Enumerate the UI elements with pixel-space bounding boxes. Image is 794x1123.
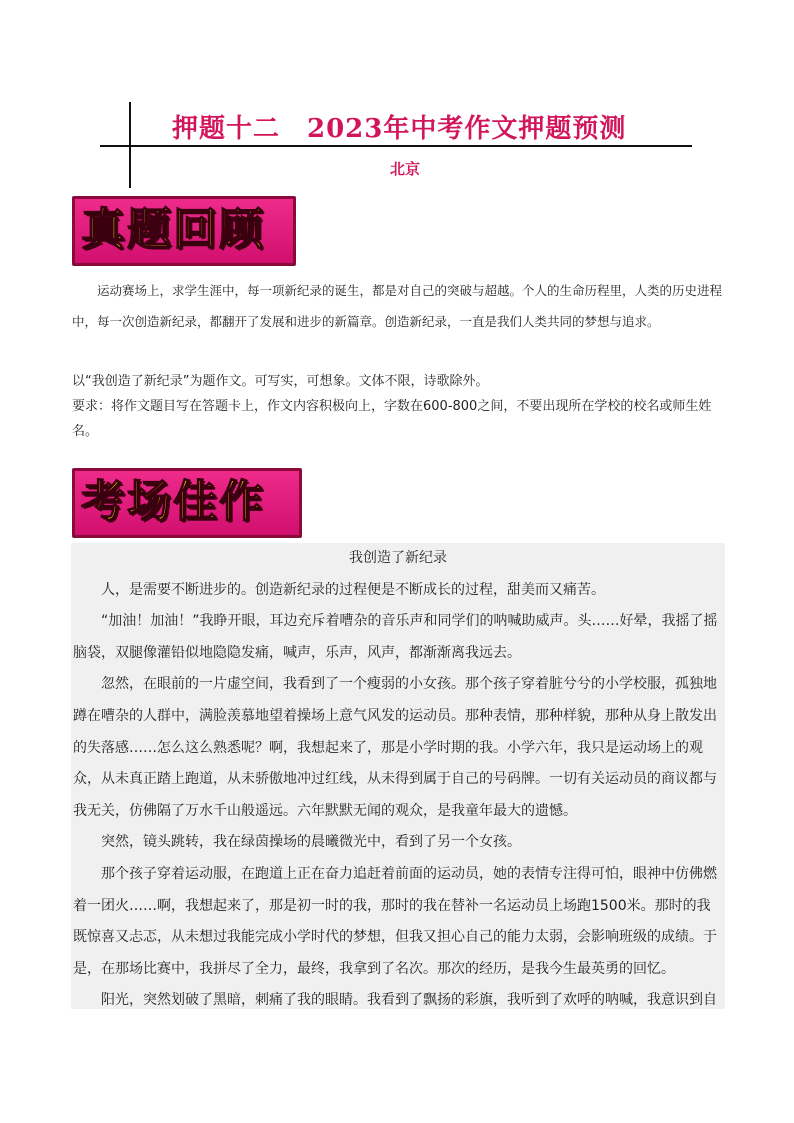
essay-paragraph: 人，是需要不断进步的。创造新纪录的过程便是不断成长的过程，甜美而又痛苦。 bbox=[101, 581, 605, 598]
essay-paragraph: 突然，镜头跳转，我在绿茵操场的晨曦微光中，看到了另一个女孩。 bbox=[101, 834, 521, 851]
header-horizontal-rule bbox=[100, 145, 692, 147]
prompt-instruction-text: 以“我创造了新纪录”为题作文。可写实，可想象。文体不限，诗歌除外。 bbox=[72, 374, 489, 389]
page-title: 押题十二 2023年中考作文押题预测 bbox=[172, 114, 627, 144]
section-banner-review bbox=[72, 196, 296, 266]
essay-paragraph: “加油！加油！”我睁开眼，耳边充斥着嘈杂的音乐声和同学们的呐喊助威声。头……好晕，我摇了摇脑袋，双腿像灌铅似地隐隐发痛，喊声，乐声，风声，都渐渐离我远去。 bbox=[73, 613, 718, 661]
essay-box bbox=[71, 543, 725, 1009]
region-label: 北京 bbox=[390, 160, 421, 178]
essay-paragraph: 那个孩子穿着运动服，在跑道上正在奋力追赶着前面的运动员，她的表情专注得可怕，眼神中仿佛燃着一团火……啊，我想起来了，那是初一时的我，那时的我在替补一名运动员上场跑1500米。那时的我既惊喜又忐忑，从未想过我能完成小学时代的梦想，但我又担心自己的能力太弱，会影响班级的成绩。于是，在那场比赛中，我拼尽了全力，最终，我拿到了名次。那次的经历，是我今生最英勇的回忆。 bbox=[73, 865, 717, 977]
prompt-requirement-text: 要求：将作文题目写在答题卡上，作文内容积极向上，字数在600-800之间，不要出现所在学校的校名或师生姓名。 bbox=[72, 399, 712, 439]
prompt-text bbox=[72, 275, 722, 337]
prompt-paragraph: 运动赛场上，求学生涯中，每一项新纪录的诞生，都是对自己的突破与超越。个人的生命历程里，人类的历史进程中，每一次创造新纪录，都翻开了发展和进步的新篇章。创造新纪录，一直是我们人类共同的梦想与追求。 bbox=[72, 283, 723, 329]
essay-paragraph: 阳光，突然划破了黑暗，刺痛了我的眼睛。我看到了飘扬的彩旗，我听到了欢呼的呐喊，我意识到自 bbox=[101, 992, 717, 1009]
section-banner-essay bbox=[72, 468, 302, 538]
prompt-instruction bbox=[72, 369, 722, 394]
essay-title: 我创造了新纪录 bbox=[349, 550, 447, 566]
section-banner-essay-label: 考场佳作 bbox=[81, 476, 265, 527]
essay-paragraph: 忽然，在眼前的一片虚空间，我看到了一个瘦弱的小女孩。那个孩子穿着脏兮兮的小学校服，孤独地蹲在嘈杂的人群中，满脸羡慕地望着操场上意气风发的运动员。那种表情，那种样貌，那种从身上散发出的失落感……怎么这么熟悉呢？啊，我想起来了，那是小学时期的我。小学六年，我只是运动场上的观众，从未真正踏上跑道，从未骄傲地冲过红线，从未得到属于自己的号码牌。一切有关运动员的商议都与我无关，仿佛隔了万水千山般遥远。六年默默无闻的观众，是我童年最大的遗憾。 bbox=[73, 676, 717, 819]
prompt-requirement bbox=[72, 394, 722, 444]
section-banner-review-label: 真题回顾 bbox=[81, 204, 265, 255]
